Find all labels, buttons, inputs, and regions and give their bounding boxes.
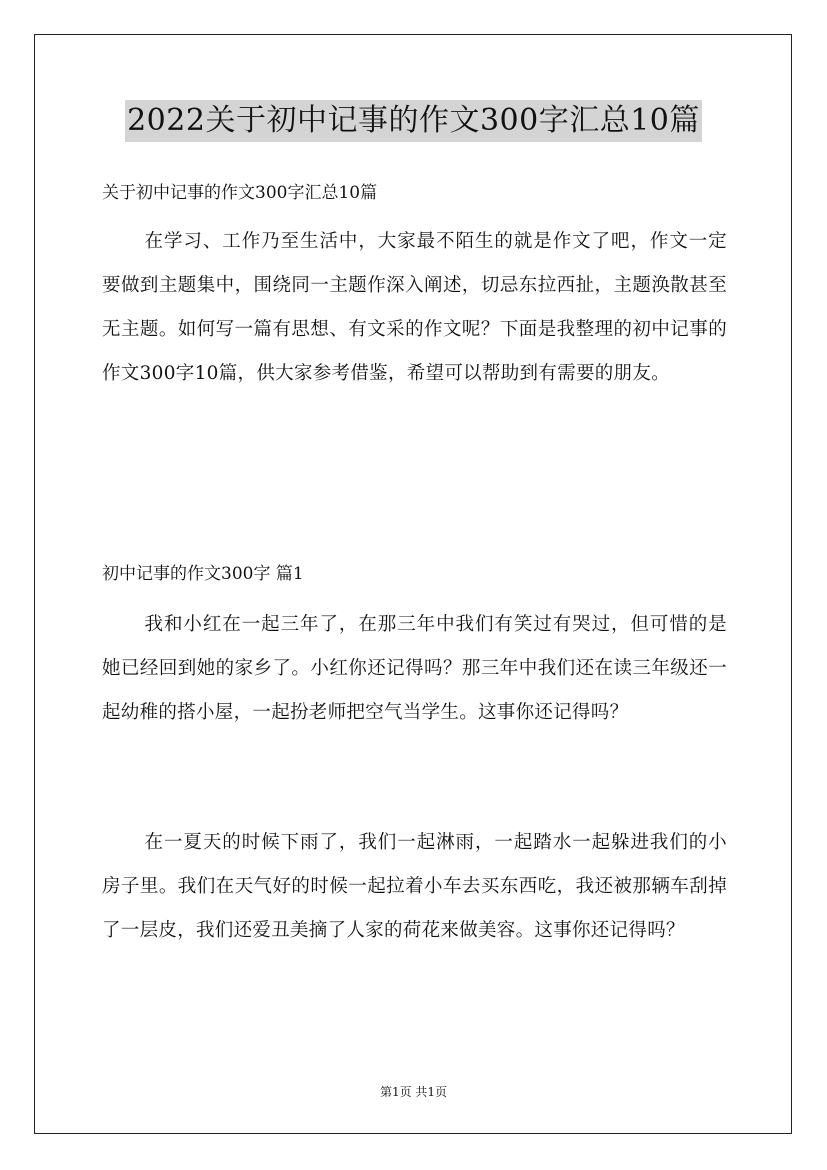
document-subtitle: 关于初中记事的作文300字汇总10篇 — [102, 183, 378, 203]
title-container — [0, 100, 827, 142]
document-title: 2022关于初中记事的作文300字汇总10篇 — [125, 100, 702, 142]
section-heading: 初中记事的作文300字 篇1 — [102, 564, 304, 584]
section-paragraph-2: 在一夏天的时候下雨了，我们一起淋雨，一起踏水一起躲进我们的小房子里。我们在天气好的时候一起拉着小车去买东西吃，我还被那辆车刮掉了一层皮，我们还爱丑美摘了人家的荷花来做美容。这事你还记得吗？ — [102, 832, 727, 941]
intro-paragraph: 在学习、工作乃至生活中，大家最不陌生的就是作文了吧，作文一定要做到主题集中，围绕同一主题作深入阐述，切忌东拉西扯，主题涣散甚至无主题。如何写一篇有思想、有文采的作文呢？下面是我整理的初中记事的作文300字10篇，供大家参考借鉴，希望可以帮助到有需要的朋友。 — [102, 231, 727, 384]
page-footer: 第1页 共1页 — [379, 1085, 448, 1099]
section-paragraph-1: 我和小红在一起三年了，在那三年中我们有笑过有哭过，但可惜的是她已经回到她的家乡了。小红你还记得吗？那三年中我们还在读三年级还一起幼稚的搭小屋，一起扮老师把空气当学生。这事你还记得吗？ — [102, 614, 727, 723]
